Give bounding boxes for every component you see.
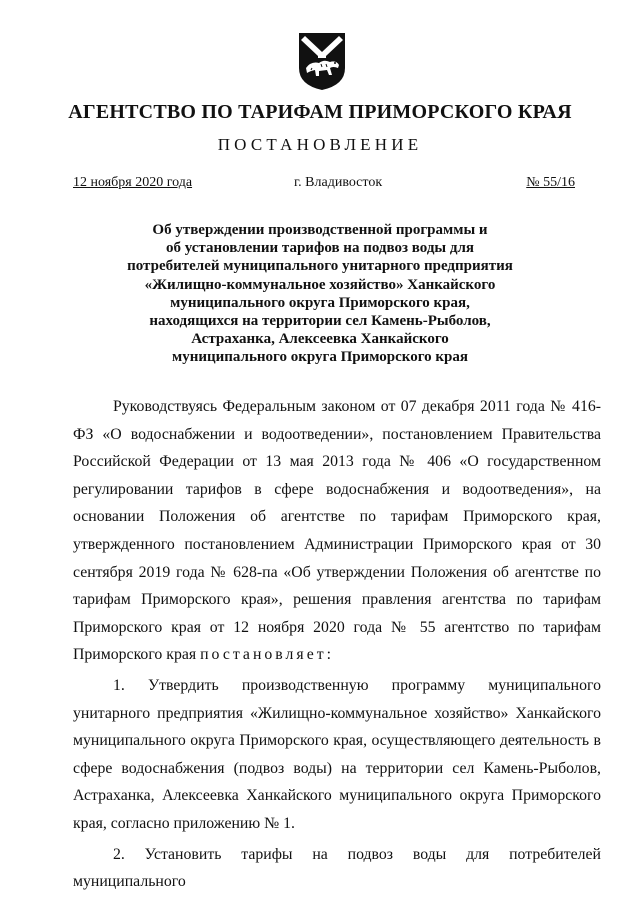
- document-type: ПОСТАНОВЛЕНИЕ: [217, 135, 423, 154]
- agency-name: АГЕНТСТВО ПО ТАРИФАМ ПРИМОРСКОГО КРАЯ: [68, 101, 572, 123]
- document-subject: [80, 221, 560, 367]
- subject-line: находящихся на территории сел Камень-Рыболов,: [149, 313, 491, 330]
- subject-line: Астраханка, Алексеевка Ханкайского: [191, 331, 449, 348]
- preamble-text: Руководствуясь Федеральным законом от 07 декабря 2011 года № 416-ФЗ «О водоснабжении и водоотведении», постановлением Правительства Российской Федерации от 13 мая 2013 года № 406 «О государственном регулировании тарифов в сфере водоснабжения и водоотведения», на основании Положения об агентстве по тарифам Приморского края, утвержденного постановлением Администрации Приморского края от 30 сентября 2019 года № 628-па «Об утверждении Положения об агентстве по тарифам Приморского края», решения правления агентства по тарифам Приморского края от 12 ноября 2020 года № 55 агентство по тарифам Приморского края: [73, 398, 601, 664]
- preamble-paragraph: [73, 393, 601, 669]
- subject-line: муниципального округа Приморского края: [172, 349, 468, 366]
- subject-line: Об утверждении производственной программы и: [152, 222, 488, 238]
- coat-of-arms-emblem: [297, 30, 347, 92]
- item-2-paragraph: 2. Установить тарифы на подвоз воды для потребителей муниципального: [73, 845, 601, 891]
- resolves-word: постановляет:: [200, 646, 334, 664]
- subject-line: «Жилищно-коммунальное хозяйство» Ханкайского: [144, 276, 496, 293]
- subject-line: потребителей муниципального унитарного предприятия: [127, 258, 513, 275]
- document-body: [73, 393, 601, 896]
- document-city: г. Владивосток: [294, 175, 383, 190]
- subject-line: об установлении тарифов на подвоз воды для: [165, 240, 474, 257]
- subject-line: муниципального округа Приморского края,: [170, 294, 470, 311]
- item-1-paragraph: 1. Утвердить производственную программу муниципального унитарного предприятия «Жилищно-коммунальное хозяйство» Ханкайского муниципального округа Приморского края, осуществляющего деятельность в сфере водоснабжения (подвоз воды) на территории сел Камень-Рыболов, Астраханка, Алексеевка Ханкайского муниципального округа Приморского края, согласно приложению № 1.: [73, 676, 601, 832]
- document-date: 12 ноября 2020 года: [73, 175, 193, 190]
- document-number: № 55/16: [526, 175, 575, 190]
